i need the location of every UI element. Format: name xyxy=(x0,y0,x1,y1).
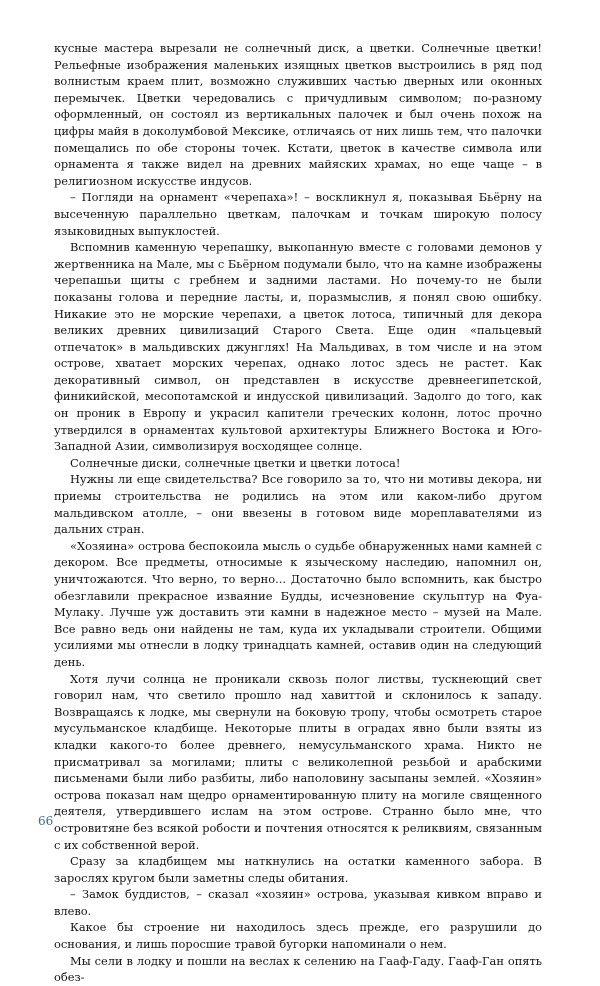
body-text xyxy=(54,40,542,986)
paragraph-lotus: Вспомнив каменную черепашку, выкопанную вместе с головами демонов у жертвенника на Мале, мы с Бьёрном подумали было, что на камне изображены черепашьи щиты с гребнем и задними ластами. Но почему-то не были показаны голова и передние ласты, и, поразмыслив, я понял свою ошибку. Никакие это не морские черепахи, а цветок лотоса, типичный для декора великих древних цивилизаций Старого Света. Еще один «пальцевый отпечаток» в мальдивских джунглях! На Мальдивах, в том числе и на этом острове, хватает морских черепах, однако лотос здесь не растет. Как декоративный символ, он представлен в искусстве древнеегипетской, финикийской, месопотамской и индусской цивилизаций. Задолго до того, как он проник в Европу и украсил капители греческих колонн, лотос прочно утвердился в орнаментах культовой архитектуры Ближнего Востока и Юго-Западной Азии, символизируя восходящее солнце. xyxy=(54,240,542,454)
paragraph-continued: кусные мастера вырезали не солнечный диск, а цветки. Солнечные цветки! Рельефные изображения маленьких изящных цветков выстроились в ряд под волнистым краем плит, возможно служивших частью дверных или оконных перемычек. Цветки чередовались с причудливым символом; по-разному оформленный, он состоял из вертикальных палочек и был очень похож на цифры майя в доколумбовой Мексике, отличаясь от них лишь тем, что палочки помещались по обе стороны точек. Кстати, цветок в качестве символа или орнамента я также видел на древних майяских храмах, но еще чаще – в религиозном искусстве индусов. xyxy=(54,41,542,188)
page-number: 66 xyxy=(38,814,54,828)
paragraph-ruins: Какое бы строение ни находилось здесь прежде, его разрушили до основания, и лишь поросшие травой бугорки напоминали о нем. xyxy=(54,920,542,952)
paragraph-dialogue-turtle: – Погляди на орнамент «черепаха»! – воскликнул я, показывая Бьёрну на высеченную параллельно цветкам, палочкам и точкам широкую полосу языковидных выпуклостей. xyxy=(54,190,542,238)
paragraph-evidence: Нужны ли еще свидетельства? Все говорило за то, что ни мотивы декора, ни приемы строительства не родились на этом или каком-либо другом мальдивском атолле, – они ввезены в готовом виде мореплавателями из дальних стран. xyxy=(54,472,542,537)
paragraph-boat: Мы сели в лодку и пошли на веслах к селению на Гааф-Гаду. Гааф-Ган опять обез- xyxy=(54,953,542,985)
paragraph-fence: Сразу за кладбищем мы наткнулись на остатки каменного забора. В зарослях кругом были заметны следы обитания. xyxy=(54,854,542,885)
paragraph-exclamation: Солнечные диски, солнечные цветки и цветки лотоса! xyxy=(70,455,401,470)
paragraph-cemetery: Хотя лучи солнца не проникали сквозь полог листвы, тускнеющий свет говорил нам, что светило прошло над хавиттой и склонилось к западу. Возвращаясь к лодке, мы свернули на боковую тропу, чтобы осмотреть старое мусульманское кладбище. Некоторые плиты в оградах явно были взяты из кладки какого-то более древнего, немусульманского храма. Никто не присматривал за могилами; плиты с великолепной резьбой и арабскими письменами были либо разбиты, либо наполовину засыпаны землей. «Хозяин» острова показал нам щедро орнаментированную плиту на могиле священного деятеля, утвердившего ислам на этом острове. Странно было мне, что островитяне без всякой робости и почтения относятся к реликвиям, связанным с их собственной верой. xyxy=(54,671,542,852)
paragraph-stones-fate: «Хозяина» острова беспокоила мысль о судьбе обнаруженных нами камней с декором. Все предметы, относимые к языческому наследию, напомнил он, уничтожаются. Что верно, то верно... Достаточно было вспомнить, как быстро обезглавили прекрасное изваяние Будды, исчезновение скульптур на Фуа-Мулаку. Лучше уж доставить эти камни в надежное место – музей на Мале. Все равно ведь они найдены не там, куда их укладывали строители. Общими усилиями мы отнесли в лодку тринадцать камней, оставив один на следующий день. xyxy=(54,538,542,669)
paragraph-castle: – Замок буддистов, – сказал «хозяин» острова, указывая кивком вправо и влево. xyxy=(54,887,542,918)
